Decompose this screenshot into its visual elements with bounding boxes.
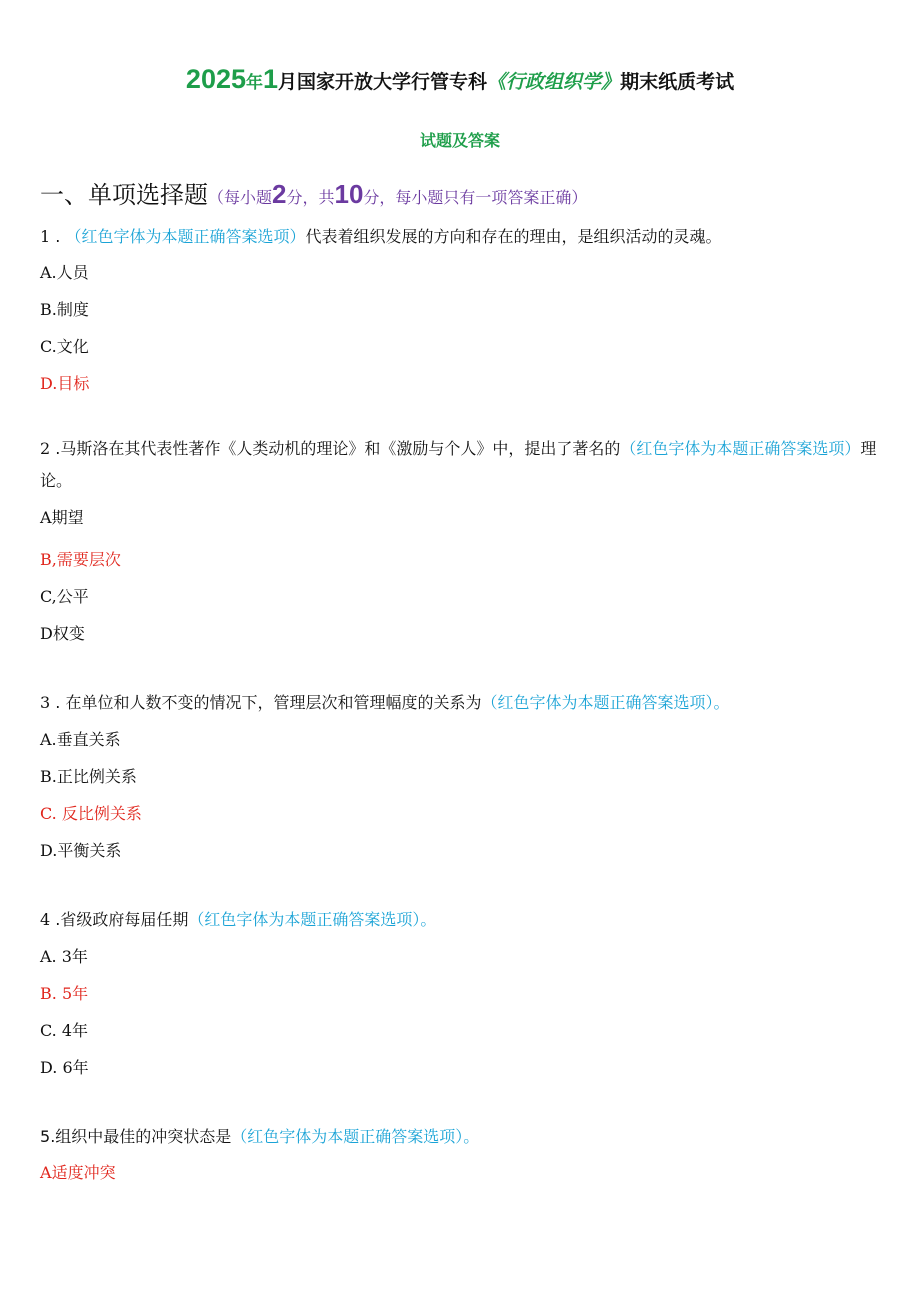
option-key: A [40, 1163, 52, 1182]
question-number: 2 [40, 439, 51, 458]
option-text: 平衡关系 [57, 841, 122, 860]
section-note [208, 179, 588, 209]
option-2b-correct [40, 548, 121, 572]
question-prefix: .组织中最佳的冲突状态是 [50, 1127, 232, 1146]
question-prefix: . [50, 227, 66, 246]
option-3c-correct [40, 802, 142, 826]
question-prefix: .省级政府每届任期 [50, 910, 189, 929]
option-text: 5年 [61, 984, 89, 1003]
option-text: 4年 [61, 1021, 89, 1040]
option-key: C, [40, 587, 57, 606]
option-text: 适度冲突 [51, 1163, 116, 1182]
option-text: 公平 [56, 587, 89, 606]
option-key: D. [40, 841, 58, 860]
title-month: 1 [263, 64, 279, 94]
option-1a [40, 261, 89, 285]
section-title: 一、单项选择题 [40, 181, 208, 209]
question-1 [40, 221, 880, 253]
question-number: 1 [40, 227, 51, 246]
option-key: D. [40, 374, 58, 393]
option-text: 人员 [56, 263, 89, 282]
option-5a-correct [40, 1161, 116, 1185]
title-year: 2025 [185, 64, 246, 94]
question-prefix: . 在单位和人数不变的情况下，管理层次和管理幅度的关系为 [50, 693, 482, 712]
answer-hint: （红色字体为本题正确答案选项） [481, 693, 714, 712]
option-4a [40, 945, 88, 969]
option-text: 6年 [62, 1058, 89, 1077]
option-key: B. [40, 767, 57, 786]
answer-hint: （红色字体为本题正确答案选项） [231, 1127, 464, 1146]
question-4 [40, 904, 880, 936]
title-middle: 月国家开放大学行管专科 [278, 71, 488, 93]
option-2c [40, 585, 89, 609]
option-key: C. [40, 1021, 62, 1040]
question-2 [40, 433, 880, 497]
option-key: B. [40, 300, 57, 319]
question-suffix: 。 [420, 910, 437, 929]
question-suffix: 。 [713, 693, 730, 712]
question-suffix: 代表着组织发展的方向和存在的理由，是组织活动的灵魂。 [305, 227, 722, 246]
question-number: 4 [40, 910, 51, 929]
section-heading [40, 176, 587, 216]
document-subtitle: 试题及答案 [419, 131, 500, 150]
option-text: 权变 [52, 624, 85, 643]
option-4b-correct [40, 982, 88, 1006]
option-text: 需要层次 [56, 550, 121, 569]
question-number: 3 [40, 693, 51, 712]
option-key: A. [40, 947, 62, 966]
section-note-part: 分，每小题只有一项答案正确） [363, 188, 588, 207]
option-key: D. [40, 1058, 63, 1077]
option-text: 反比例关系 [61, 804, 142, 823]
title-year-unit: 年 [246, 73, 263, 93]
question-number: 5 [40, 1127, 51, 1146]
answer-hint: （红色字体为本题正确答案选项） [188, 910, 421, 929]
section-note-total: 10 [334, 179, 364, 209]
option-3d [40, 839, 121, 863]
question-5 [40, 1121, 880, 1153]
option-3b [40, 765, 137, 789]
option-2a [40, 506, 84, 530]
option-1d-correct [40, 372, 89, 396]
option-text: 正比例关系 [56, 767, 137, 786]
question-suffix: 。 [463, 1127, 480, 1146]
option-text: 垂直关系 [56, 730, 121, 749]
answer-hint: （红色字体为本题正确答案选项） [65, 227, 306, 246]
section-note-part: （每小题 [208, 188, 273, 207]
option-key: A [40, 508, 52, 527]
option-key: A. [40, 263, 57, 282]
section-note-points: 2 [272, 179, 287, 209]
option-3a [40, 728, 121, 752]
option-text: 期望 [51, 508, 84, 527]
option-4c [40, 1019, 88, 1043]
question-suffix: 理论。 [40, 439, 877, 490]
option-key: D [40, 624, 53, 643]
question-3 [40, 687, 880, 719]
title-course: 《行政组织学》 [487, 71, 621, 93]
option-text: 3年 [61, 947, 88, 966]
option-key: A. [40, 730, 57, 749]
option-text: 制度 [56, 300, 89, 319]
option-4d [40, 1056, 89, 1080]
document-title [0, 62, 920, 100]
option-key: B. [40, 984, 62, 1003]
option-key: B, [40, 550, 57, 569]
title-end: 期末纸质考试 [620, 71, 735, 93]
section-note-part: 分，共 [286, 188, 335, 207]
option-1b [40, 298, 89, 322]
answer-hint: （红色字体为本题正确答案选项） [620, 439, 861, 458]
option-text: 目标 [57, 374, 90, 393]
option-text: 文化 [56, 337, 89, 356]
option-key: C. [40, 337, 57, 356]
option-key: C. [40, 804, 62, 823]
question-prefix: .马斯洛在其代表性著作《人类动机的理论》和《激励与个人》中，提出了著名的 [50, 439, 621, 458]
option-1c [40, 335, 89, 359]
option-2d [40, 622, 85, 646]
